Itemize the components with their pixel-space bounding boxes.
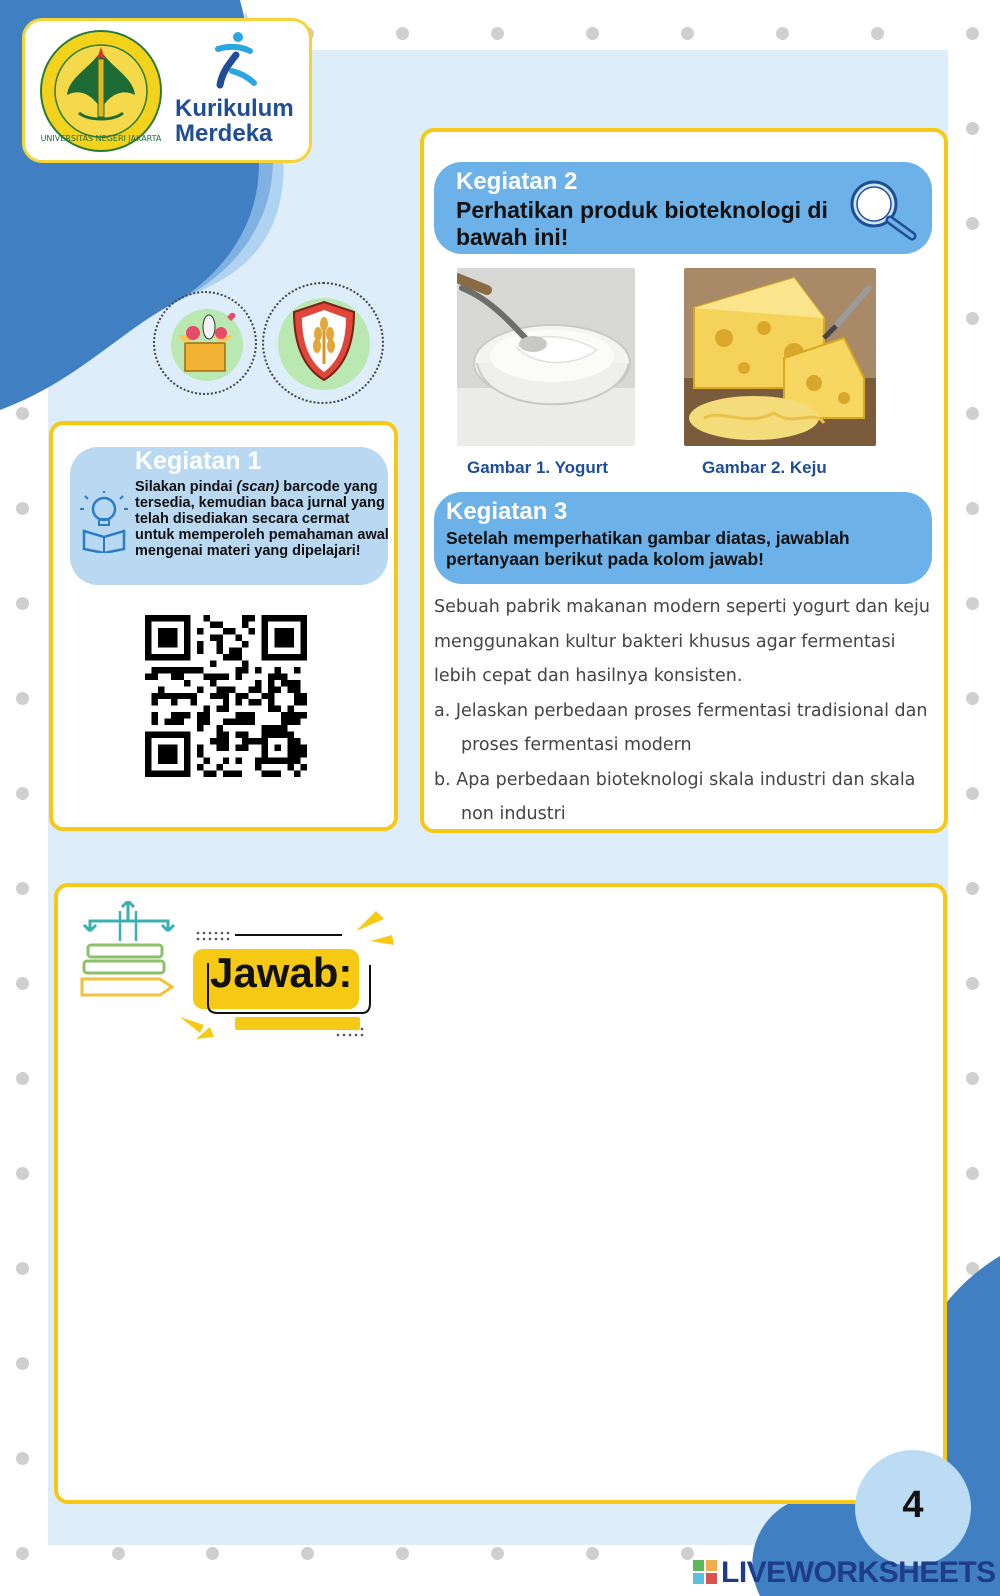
background-dot [966, 977, 979, 990]
kegiatan-1-card [49, 421, 398, 831]
kegiatan-3-instruction: Setelah memperhatikan gambar diatas, jawablah pertanyaan berikut pada kolom jawab! [446, 528, 850, 569]
background-dot [586, 1547, 599, 1560]
yogurt-photo [457, 268, 635, 446]
yogurt-caption: Gambar 1. Yogurt [467, 458, 609, 477]
background-dot [586, 27, 599, 40]
background-dot [966, 692, 979, 705]
background-dot [776, 27, 789, 40]
wheat-shield-icon [262, 282, 384, 404]
background-dot [112, 1547, 125, 1560]
background-dot [966, 787, 979, 800]
kurikulum-merdeka-mark-icon [210, 31, 260, 91]
liveworksheets-badge-icon [693, 1560, 717, 1584]
background-dot [206, 1547, 219, 1560]
answer-area[interactable] [54, 883, 947, 1504]
kegiatan-2-3-card [420, 128, 948, 833]
background-dot [491, 27, 504, 40]
background-dot [871, 27, 884, 40]
background-dot [966, 1167, 979, 1180]
background-dot [396, 1547, 409, 1560]
kegiatan-1-title: Kegiatan 1 [135, 447, 262, 475]
curriculum-line-2: Merdeka [175, 120, 273, 147]
background-dot [16, 787, 29, 800]
lightbulb-book-icon [80, 491, 128, 553]
magnifier-icon [842, 174, 920, 242]
qr-code[interactable] [145, 615, 307, 777]
curriculum-name [175, 96, 294, 146]
question-intro: Sebuah pabrik makanan modern seperti yogurt dan keju menggunakan kultur bakteri khusus agar fermentasi lebih cepat dan hasilnya konsisten. [434, 597, 930, 686]
background-dot [16, 977, 29, 990]
page-number-badge [855, 1450, 971, 1566]
logo-header [22, 18, 312, 163]
kegiatan-2-title: Kegiatan 2 [456, 168, 578, 195]
question-b: b. Apa perbedaan bioteknologi skala industri dan skala non industri [434, 769, 916, 824]
background-dot [16, 1452, 29, 1465]
background-dot [16, 882, 29, 895]
background-dot [16, 1072, 29, 1085]
background-dot [16, 502, 29, 515]
svg-text:UNIVERSITAS NEGERI JAKARTA: UNIVERSITAS NEGERI JAKARTA [40, 134, 162, 143]
background-dot [16, 1262, 29, 1275]
background-dot [966, 502, 979, 515]
curriculum-line-1: Kurikulum [175, 95, 294, 122]
kegiatan-3-title: Kegiatan 3 [446, 498, 568, 525]
university-seal-icon [39, 29, 163, 153]
kegiatan-1-instruction: Silakan pindai (scan) barcode yang tersedia, kemudian baca jurnal yang telah disediakan secara cermat untuk memperoleh pemahaman awal mengenai materi yang dipelajari! [135, 479, 389, 559]
background-dot [16, 1167, 29, 1180]
background-dot [16, 1357, 29, 1370]
cheese-photo [684, 268, 876, 446]
background-dot [16, 1547, 29, 1560]
kegiatan-3-header [434, 492, 932, 584]
kegiatan-1-header [70, 447, 388, 585]
background-dot [491, 1547, 504, 1560]
answer-label: Jawab: [210, 949, 353, 996]
background-dot [16, 692, 29, 705]
background-dot [966, 217, 979, 230]
background-dot [16, 597, 29, 610]
background-dot [966, 597, 979, 610]
background-dot [396, 27, 409, 40]
question-a: a. Jelaskan perbedaan proses fermentasi tradisional dan proses fermentasi modern [434, 700, 928, 755]
background-dot [966, 312, 979, 325]
kegiatan-2-header [434, 162, 932, 254]
background-dot [681, 27, 694, 40]
liveworksheets-logo[interactable] [693, 1556, 996, 1590]
liveworksheets-wordmark: LIVEWORKSHEETS [721, 1556, 996, 1589]
background-dot [966, 122, 979, 135]
question-block [434, 590, 934, 832]
kegiatan-2-instruction: Perhatikan produk bioteknologi di bawah ini! [456, 197, 828, 250]
books-arrows-icon [82, 901, 174, 995]
food-box-icon [153, 291, 257, 395]
page-number: 4 [902, 1484, 924, 1526]
background-dot [966, 407, 979, 420]
cheese-caption: Gambar 2. Keju [702, 458, 827, 477]
background-dot [966, 882, 979, 895]
background-dot [966, 1072, 979, 1085]
background-dot [966, 27, 979, 40]
background-dot [301, 1547, 314, 1560]
